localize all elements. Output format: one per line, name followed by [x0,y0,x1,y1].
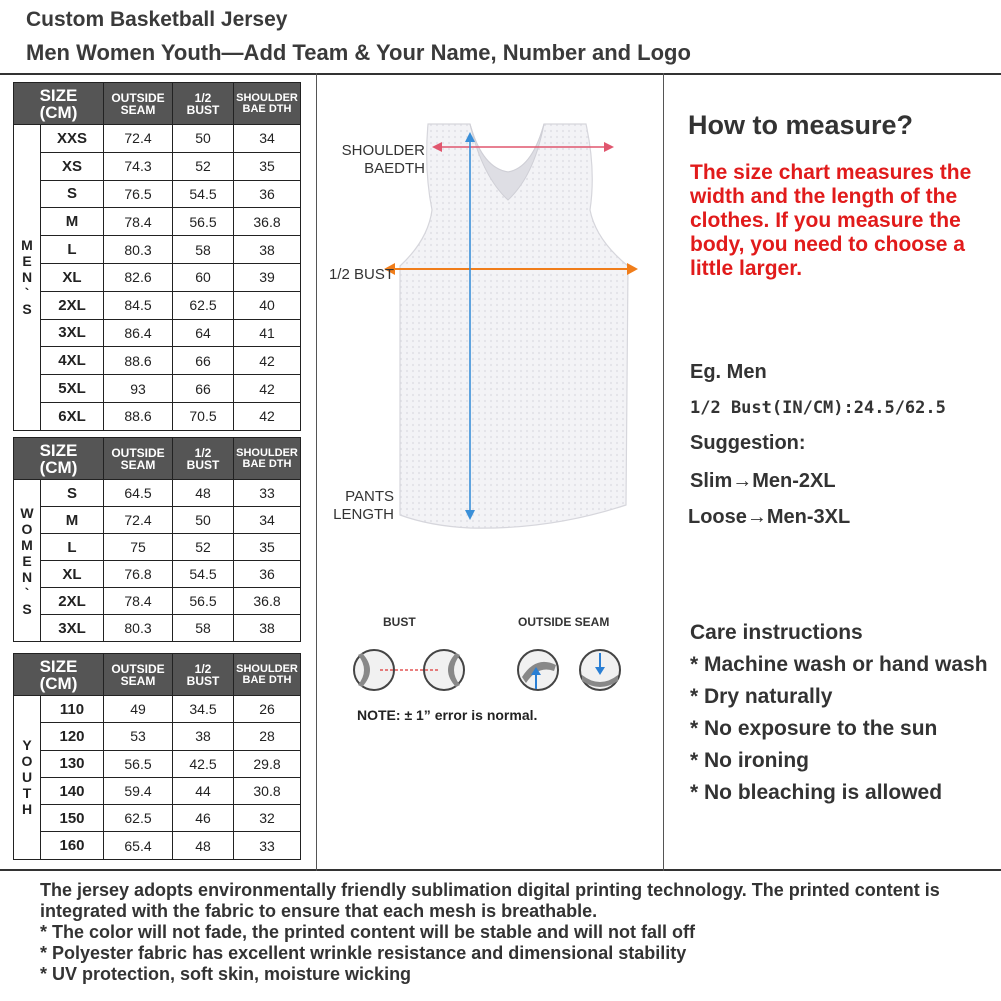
shoulder-cell: 41 [234,319,301,347]
page-subtitle: Men Women Youth—Add Team & Your Name, Number and Logo [26,40,691,65]
pants-length-label [300,488,394,524]
suggestion-label: Suggestion: [690,432,806,454]
divider-left [316,73,317,871]
size-cell: M [41,507,104,534]
seam-cell: 56.5 [104,750,173,777]
fabric-description [40,880,980,985]
size-cell: L [41,534,104,561]
youth-side-label: Y O U T H [14,696,41,860]
table-row [14,402,301,430]
seam-cell: 86.4 [104,319,173,347]
size-cell: XS [41,152,104,180]
pants-label-line2: LENGTH [333,506,394,523]
error-note: NOTE: ± 1” error is normal. [357,707,538,723]
seam-cell: 64.5 [104,480,173,507]
size-cell: 3XL [41,319,104,347]
col-outside-seam: OUTSIDE SEAM [104,654,173,696]
table-row [14,375,301,403]
table-row [14,750,301,777]
care-item: * No ironing [690,749,809,772]
table-row [14,319,301,347]
shoulder-cell: 40 [234,291,301,319]
loose-suggestion: Loose→Men-3XL [688,506,851,528]
table-row [14,507,301,534]
seam-cell: 78.4 [104,208,173,236]
shoulder-cell: 30.8 [234,777,301,804]
seam-cell: 80.3 [104,236,173,264]
footer-line: * UV protection, soft skin, moisture wicking [40,964,412,984]
shoulder-cell: 38 [234,615,301,642]
col-size: SIZE (CM) [14,654,104,696]
table-row [14,832,301,859]
col-size: SIZE (CM) [14,438,104,480]
shoulder-cell: 36 [234,180,301,208]
size-cell: XL [41,263,104,291]
shoulder-cell: 33 [234,832,301,859]
care-instructions [690,617,990,809]
seam-cell: 74.3 [104,152,173,180]
bust-label: 1/2 BUST [328,266,394,283]
shoulder-cell: 42 [234,375,301,403]
shoulder-label [320,142,425,178]
shoulder-cell: 33 [234,480,301,507]
bust-cell: 60 [173,263,234,291]
col-half-bust: 1/2 BUST [173,654,234,696]
size-cell: 150 [41,805,104,832]
shoulder-cell: 35 [234,152,301,180]
table-row [14,152,301,180]
bust-cell: 70.5 [173,402,234,430]
shoulder-cell: 38 [234,236,301,264]
bust-cell: 44 [173,777,234,804]
bust-cell: 66 [173,347,234,375]
table-row [14,615,301,642]
table-row [14,534,301,561]
bust-cell: 58 [173,236,234,264]
size-cell: L [41,236,104,264]
bust-cell: 62.5 [173,291,234,319]
size-cell: XL [41,561,104,588]
care-item: * Machine wash or hand wash [690,653,988,676]
table-row [14,696,301,723]
col-half-bust: 1/2 BUST [173,83,234,125]
table-row [14,561,301,588]
mens-side-label: M E N ` S [14,125,41,431]
page-title: Custom Basketball Jersey [26,8,288,31]
bust-cell: 52 [173,534,234,561]
mens-size-table [13,82,301,431]
shoulder-cell: 42 [234,347,301,375]
table-row [14,208,301,236]
bust-cell: 50 [173,125,234,153]
table-row [14,263,301,291]
table-row [14,805,301,832]
size-cell: 2XL [41,291,104,319]
bust-cell: 38 [173,723,234,750]
seam-cell: 49 [104,696,173,723]
shoulder-cell: 26 [234,696,301,723]
size-cell: 3XL [41,615,104,642]
bust-cell: 50 [173,507,234,534]
size-cell: M [41,208,104,236]
col-size: SIZE (CM) [14,83,104,125]
care-item: * Dry naturally [690,685,833,708]
shoulder-label-line1: SHOULDER [341,142,425,159]
shoulder-cell: 28 [234,723,301,750]
shoulder-cell: 39 [234,263,301,291]
bust-cell: 48 [173,832,234,859]
bust-icon-label: BUST [383,615,416,629]
size-cell: 2XL [41,588,104,615]
seam-cell: 72.4 [104,507,173,534]
seam-cell: 65.4 [104,832,173,859]
seam-cell: 75 [104,534,173,561]
youth-size-table [13,653,301,860]
shoulder-cell: 35 [234,534,301,561]
seam-cell: 59.4 [104,777,173,804]
table-row [14,723,301,750]
table-row [14,588,301,615]
table-row [14,125,301,153]
measure-icons [348,645,628,695]
bust-cell: 48 [173,480,234,507]
size-cell: 6XL [41,402,104,430]
table-row [14,777,301,804]
how-to-measure-title: How to measure? [688,110,914,140]
shoulder-label-line2: BAEDTH [364,160,425,177]
bust-arrow-right-head [627,263,638,275]
table-row [14,291,301,319]
bust-cell: 46 [173,805,234,832]
size-cell: 140 [41,777,104,804]
bust-cell: 66 [173,375,234,403]
size-cell: 4XL [41,347,104,375]
size-cell: XXS [41,125,104,153]
seam-cell: 84.5 [104,291,173,319]
pants-label-line1: PANTS [345,488,394,505]
size-cell: 130 [41,750,104,777]
seam-cell: 88.6 [104,402,173,430]
shoulder-cell: 34 [234,507,301,534]
col-outside-seam: OUTSIDE SEAM [104,438,173,480]
shoulder-cell: 42 [234,402,301,430]
table-row [14,236,301,264]
seam-icon-label: OUTSIDE SEAM [518,615,610,629]
slim-suggestion: Slim→Men-2XL [690,470,836,492]
divider-right [663,73,664,871]
bust-cell: 56.5 [173,208,234,236]
care-title: Care instructions [690,621,863,644]
seam-cell: 80.3 [104,615,173,642]
shoulder-cell: 34 [234,125,301,153]
bust-cell: 64 [173,319,234,347]
bust-cell: 52 [173,152,234,180]
size-cell: 5XL [41,375,104,403]
shoulder-arrow-right-head [604,142,614,152]
bust-cell: 42.5 [173,750,234,777]
bust-cell: 58 [173,615,234,642]
seam-cell: 76.5 [104,180,173,208]
seam-cell: 93 [104,375,173,403]
footer-line: The jersey adopts environmentally friendly sublimation digital printing technology. The printed content is integrated with the fabric to ensure that each mesh is breathable. [40,880,940,921]
seam-cell: 88.6 [104,347,173,375]
footer-line: * Polyester fabric has excellent wrinkle resistance and dimensional stability [40,943,687,963]
col-shoulder: SHOULDER BAE DTH [234,83,301,125]
size-cell: 110 [41,696,104,723]
bust-cell: 34.5 [173,696,234,723]
care-item: * No bleaching is allowed [690,781,943,804]
size-cell: 160 [41,832,104,859]
bust-cell: 56.5 [173,588,234,615]
shoulder-cell: 36.8 [234,588,301,615]
size-cell: S [41,480,104,507]
size-cell: 120 [41,723,104,750]
col-outside-seam: OUTSIDE SEAM [104,83,173,125]
shoulder-cell: 29.8 [234,750,301,777]
seam-cell: 53 [104,723,173,750]
womens-size-table [13,437,301,642]
care-item: * No exposure to the sun [690,717,938,740]
col-shoulder: SHOULDER BAE DTH [234,438,301,480]
footer-line: * The color will not fade, the printed content will be stable and will not fall off [40,922,696,942]
bust-cell: 54.5 [173,180,234,208]
col-shoulder: SHOULDER BAE DTH [234,654,301,696]
seam-cell: 72.4 [104,125,173,153]
seam-cell: 78.4 [104,588,173,615]
bust-cell: 54.5 [173,561,234,588]
seam-cell: 82.6 [104,263,173,291]
table-row [14,480,301,507]
size-chart-notice: The size chart measures the width and the length of the clothes. If you measure the body, you need to choose a little larger. [690,161,972,280]
table-row [14,180,301,208]
shoulder-cell: 36 [234,561,301,588]
shoulder-cell: 32 [234,805,301,832]
shoulder-cell: 36.8 [234,208,301,236]
col-half-bust: 1/2 BUST [173,438,234,480]
example-label: Eg. Men [690,361,767,383]
seam-cell: 62.5 [104,805,173,832]
table-row [14,347,301,375]
womens-side-label: W O M E N ` S [14,480,41,642]
size-cell: S [41,180,104,208]
example-bust: 1/2 Bust(IN/CM):24.5/62.5 [690,398,946,418]
seam-cell: 76.8 [104,561,173,588]
